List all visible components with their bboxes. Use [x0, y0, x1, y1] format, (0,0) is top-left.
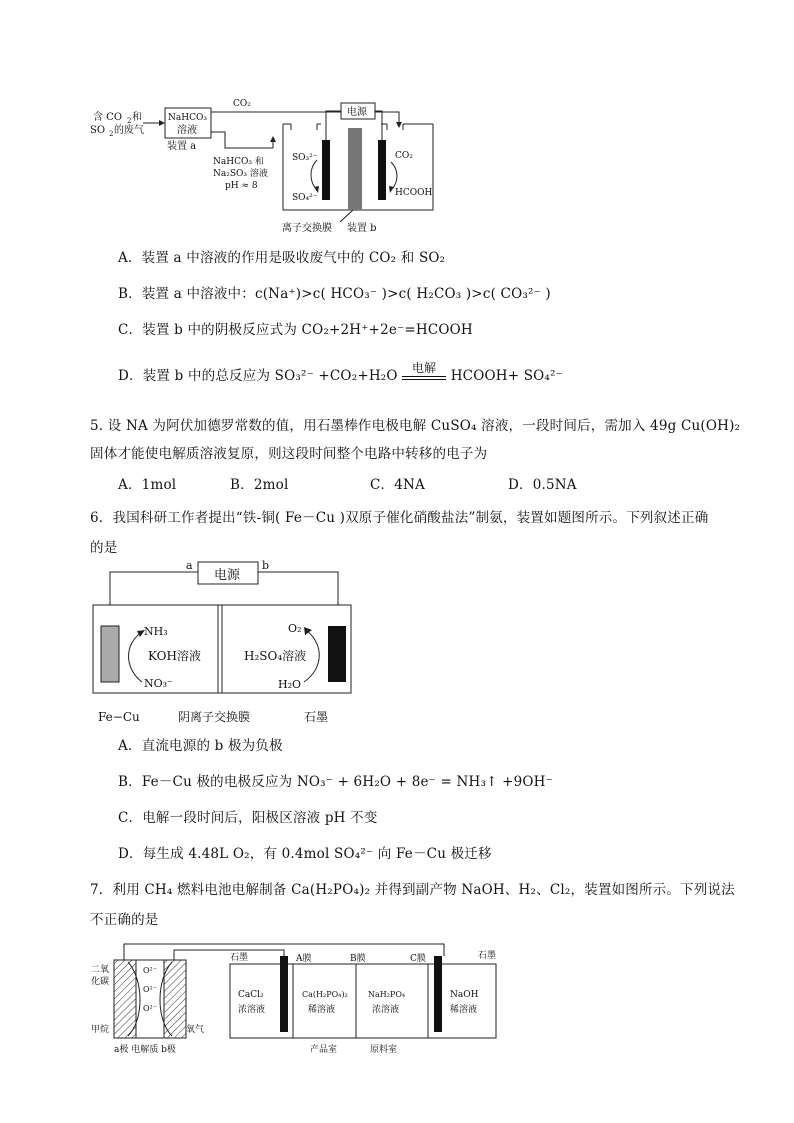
svg-text:电源: 电源: [214, 568, 241, 583]
svg-text:和: 和: [132, 112, 142, 123]
q4-option-d: D．装置 b 中的总反应为 SO₃²⁻ +CO₂+H₂O 电解 HCOOH+ SO₄²⁻: [118, 360, 563, 384]
q7-stem-line-2: 不正确的是: [90, 912, 159, 928]
svg-text:CO₂: CO₂: [395, 151, 413, 161]
ion-exchange-membrane: [348, 128, 362, 210]
q6-option-c: C．电解一段时间后，阳极区溶液 pH 不变: [118, 810, 378, 826]
svg-text:NaHCO₃: NaHCO₃: [168, 113, 207, 123]
svg-text:2: 2: [127, 117, 132, 125]
device-b-label: 装置 b: [347, 223, 377, 234]
svg-text:石墨: 石墨: [230, 953, 249, 963]
svg-text:甲烷: 甲烷: [91, 1025, 110, 1035]
q6-stem-line-1: 6．我国科研工作者提出“铁-铜( Fe－Cu )双原子催化硝酸盐法”制氨，装置如题图所示。下列叙述正确: [90, 510, 709, 526]
svg-text:A膜: A膜: [296, 954, 312, 964]
fig1-input-label-1: 含 CO: [93, 112, 123, 123]
svg-text:O²⁻: O²⁻: [143, 1004, 157, 1013]
svg-text:SO₃²⁻: SO₃²⁻: [292, 153, 318, 163]
svg-text:石墨: 石墨: [478, 951, 497, 961]
electrolysis-diagram-2: [90, 556, 360, 731]
q5-option-a: A．1mol: [118, 477, 177, 493]
svg-text:C膜: C膜: [410, 954, 426, 964]
left-electrode: [322, 140, 330, 200]
svg-text:二氧: 二氧: [91, 965, 110, 975]
graphite-label: 石墨: [304, 710, 329, 724]
device-a-label: 装置 a: [167, 141, 197, 152]
electrolysis-equals-sign: 电解: [402, 374, 446, 380]
svg-text:Ca(H₂PO₄)₂: Ca(H₂PO₄)₂: [302, 990, 348, 999]
q7-stem-line-1: 7．利用 CH₄ 燃料电池电解制备 Ca(H₂PO₄)₂ 并得到副产物 NaOH、H₂、Cl₂，装置如图所示。下列说法: [90, 882, 735, 898]
svg-text:产品室: 产品室: [310, 1045, 338, 1055]
q5-option-d: D．0.5NA: [508, 477, 577, 493]
svg-text:溶液: 溶液: [177, 125, 197, 136]
svg-text:H₂SO₄溶液: H₂SO₄溶液: [244, 649, 307, 663]
svg-text:O₂: O₂: [288, 622, 302, 635]
svg-text:浓溶液: 浓溶液: [238, 1005, 266, 1015]
svg-text:NO₃⁻: NO₃⁻: [144, 677, 173, 690]
svg-text:原料室: 原料室: [370, 1045, 398, 1055]
svg-text:2: 2: [109, 130, 114, 138]
right-electrode: [378, 140, 386, 200]
svg-text:电源: 电源: [347, 107, 367, 118]
svg-text:a极 电解质 b极: a极 电解质 b极: [114, 1045, 176, 1055]
svg-text:H₂O: H₂O: [278, 678, 302, 691]
membrane-label: 离子交换膜: [282, 223, 332, 234]
svg-text:O²⁻: O²⁻: [143, 985, 157, 994]
svg-text:稀溶液: 稀溶液: [450, 1005, 478, 1015]
svg-text:浓溶液: 浓溶液: [372, 1005, 400, 1015]
right-graphite-electrode: [434, 956, 442, 1032]
svg-text:NaHCO₃ 和: NaHCO₃ 和: [213, 157, 264, 167]
svg-text:化碳: 化碳: [91, 977, 110, 987]
svg-text:的废气: 的废气: [114, 125, 144, 136]
q6-stem-line-2: 的是: [90, 540, 118, 556]
svg-text:稀溶液: 稀溶液: [308, 1005, 336, 1015]
q6-option-d: D．每生成 4.48L O₂，有 0.4mol SO₄²⁻ 向 Fe－Cu 极迁移: [118, 846, 492, 862]
svg-text:CaCl₂: CaCl₂: [238, 990, 264, 1000]
svg-text:KOH溶液: KOH溶液: [148, 649, 201, 663]
fe-cu-label: Fe−Cu: [98, 710, 140, 724]
svg-text:a: a: [186, 559, 193, 572]
fig1-input-label-2: SO: [90, 125, 106, 136]
svg-text:pH ≈ 8: pH ≈ 8: [225, 181, 258, 191]
svg-text:NH₃: NH₃: [144, 625, 168, 638]
fuel-cell-electrolysis-diagram: [88, 940, 508, 1060]
left-graphite-electrode: [280, 956, 288, 1032]
q4-option-a: A．装置 a 中溶液的作用是吸收废气中的 CO₂ 和 SO₂: [118, 250, 446, 266]
q5-option-c: C．4NA: [370, 477, 425, 493]
electrolysis-diagram-1: [85, 80, 455, 240]
svg-text:SO₄²⁻: SO₄²⁻: [292, 193, 318, 203]
svg-text:b: b: [262, 559, 270, 572]
q5-stem-line-1: 5. 设 NA 为阿伏加德罗常数的值，用石墨棒作电极电解 CuSO₄ 溶液，一段时间后，需加入 49g Cu(OH)₂: [90, 418, 741, 434]
q4-option-c: C．装置 b 中的阴极反应式为 CO₂+2H⁺+2e⁻=HCOOH: [118, 322, 473, 338]
q6-option-a: A．直流电源的 b 极为负极: [118, 738, 283, 754]
fig1-co2-top: CO₂: [233, 99, 251, 109]
svg-text:B膜: B膜: [350, 954, 366, 964]
graphite-electrode: [328, 626, 346, 682]
svg-text:NaH₂PO₄: NaH₂PO₄: [368, 990, 406, 999]
electrode-a: [114, 960, 136, 1038]
q6-option-b: B．Fe－Cu 极的电极反应为 NO₃⁻ + 6H₂O + 8e⁻ = NH₃↑ +9OH⁻: [118, 774, 553, 790]
svg-text:NaOH: NaOH: [450, 990, 479, 1000]
q5-stem-line-2: 固体才能使电解质溶液复原，则这段时间整个电路中转移的电子为: [90, 446, 488, 462]
svg-text:HCOOH: HCOOH: [395, 188, 433, 198]
anion-membrane-label: 阴离子交换膜: [178, 710, 251, 724]
svg-text:O²⁻: O²⁻: [143, 966, 157, 975]
electrode-b: [164, 960, 186, 1038]
q5-option-b: B．2mol: [230, 477, 289, 493]
svg-text:氧气: 氧气: [186, 1025, 205, 1035]
q4-option-b: B．装置 a 中溶液中：c(Na⁺)>c( HCO₃⁻ )>c( H₂CO₃ )>c( CO₃²⁻ ): [118, 286, 551, 302]
svg-text:Na₂SO₃ 溶液: Na₂SO₃ 溶液: [213, 169, 268, 179]
fe-cu-electrode: [101, 626, 119, 682]
